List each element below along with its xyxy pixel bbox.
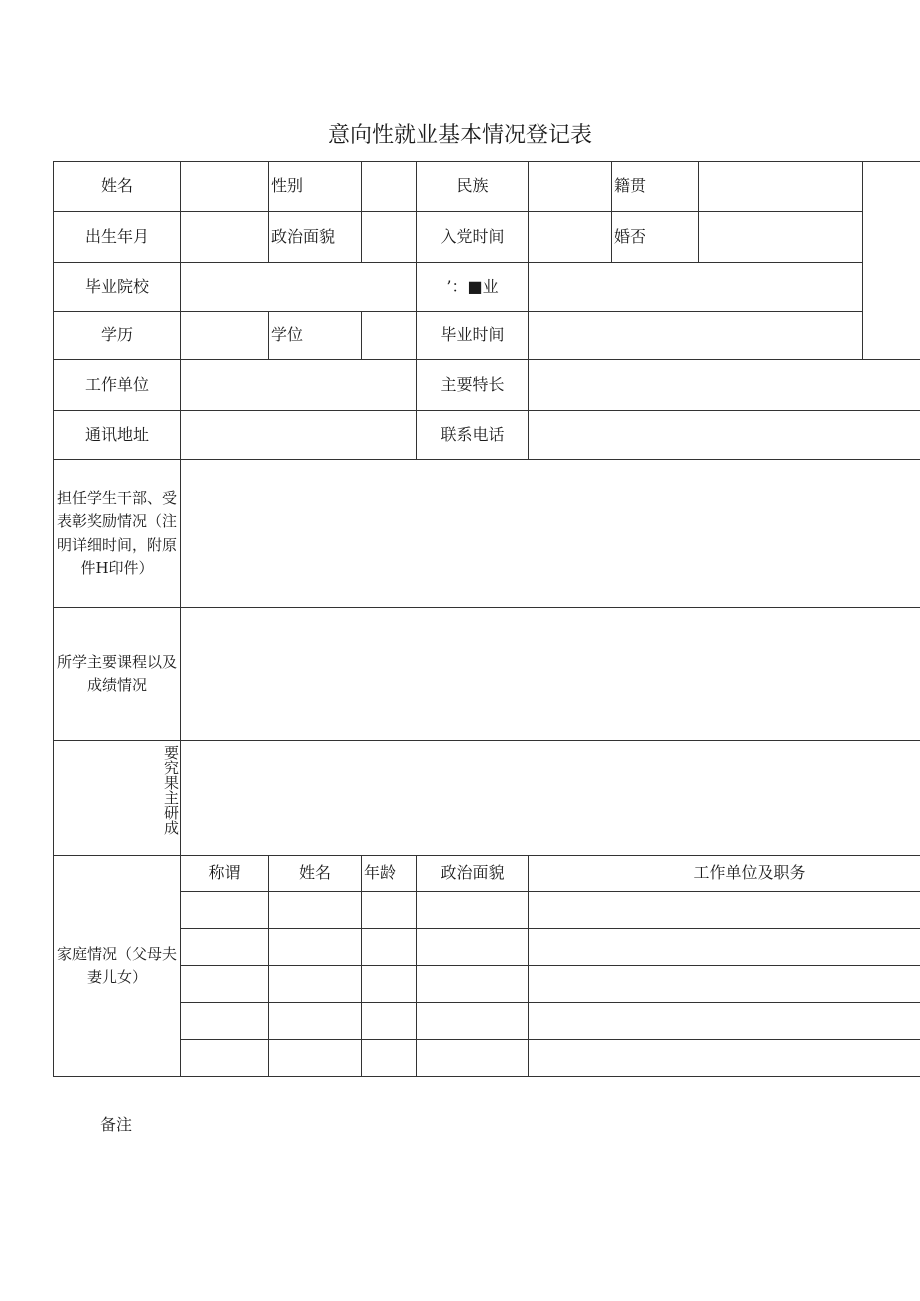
label-work-unit: 工作单位 — [54, 360, 181, 411]
family-cell-age[interactable] — [362, 966, 417, 1003]
input-birth[interactable] — [181, 212, 269, 263]
family-cell-work-position[interactable] — [529, 892, 920, 929]
input-address[interactable] — [181, 411, 417, 460]
label-party-join-time: 入党时间 — [417, 212, 529, 263]
row-courses — [54, 608, 920, 741]
input-school[interactable] — [181, 263, 417, 312]
family-cell-work-position[interactable] — [529, 966, 920, 1003]
family-cell-political-status[interactable] — [417, 892, 529, 929]
input-graduation-time[interactable] — [529, 312, 863, 360]
input-native-place[interactable] — [699, 162, 863, 212]
family-cell-work-position[interactable] — [529, 1040, 920, 1077]
table-row — [54, 966, 920, 1003]
label-birth: 出生年月 — [54, 212, 181, 263]
label-name: 姓名 — [54, 162, 181, 212]
label-education: 学历 — [54, 312, 181, 360]
input-specialty[interactable] — [529, 360, 920, 411]
family-cell-relation[interactable] — [181, 966, 269, 1003]
row-school — [54, 263, 920, 312]
row-cadre-awards — [54, 460, 920, 608]
label-degree: 学位 — [269, 312, 362, 360]
input-phone[interactable] — [529, 411, 920, 460]
input-work-unit[interactable] — [181, 360, 417, 411]
table-row — [54, 1040, 920, 1077]
photo-box[interactable] — [863, 162, 920, 360]
family-cell-age[interactable] — [362, 929, 417, 966]
input-major[interactable] — [529, 263, 863, 312]
row-address — [54, 411, 920, 460]
input-political-status[interactable] — [362, 212, 417, 263]
family-cell-age[interactable] — [362, 1040, 417, 1077]
row-basic-1 — [54, 162, 920, 212]
label-marital-status: 婚否 — [612, 212, 699, 263]
label-graduation-time: 毕业时间 — [417, 312, 529, 360]
label-specialty: 主要特长 — [417, 360, 529, 411]
label-family: 家庭情况（父母夫妻儿女） — [54, 856, 181, 1077]
label-gender: 性别 — [269, 162, 362, 212]
family-header-political-status: 政治面貌 — [417, 856, 529, 892]
family-header-relation: 称谓 — [181, 856, 269, 892]
table-row — [54, 892, 920, 929]
label-political-status: 政治面貌 — [269, 212, 362, 263]
family-cell-age[interactable] — [362, 892, 417, 929]
family-cell-name[interactable] — [269, 1003, 362, 1040]
page-title: 意向性就业基本情况登记表 — [327, 123, 592, 148]
table-row — [54, 1003, 920, 1040]
input-name[interactable] — [181, 162, 269, 212]
family-cell-name[interactable] — [269, 966, 362, 1003]
family-cell-work-position[interactable] — [529, 929, 920, 966]
family-header-age: 年龄 — [362, 856, 417, 892]
row-research — [54, 741, 920, 856]
input-gender[interactable] — [362, 162, 417, 212]
input-party-join-time[interactable] — [529, 212, 612, 263]
label-phone: 联系电话 — [417, 411, 529, 460]
family-header-name: 姓名 — [269, 856, 362, 892]
family-cell-political-status[interactable] — [417, 966, 529, 1003]
family-cell-relation[interactable] — [181, 892, 269, 929]
registration-form-table — [53, 161, 920, 1077]
family-cell-relation[interactable] — [181, 1003, 269, 1040]
input-degree[interactable] — [362, 312, 417, 360]
row-basic-2 — [54, 212, 920, 263]
family-cell-political-status[interactable] — [417, 1003, 529, 1040]
family-cell-name[interactable] — [269, 892, 362, 929]
family-cell-relation[interactable] — [181, 929, 269, 966]
family-header-work-position: 工作单位及职务 — [529, 856, 920, 892]
family-cell-political-status[interactable] — [417, 1040, 529, 1077]
table-row — [54, 929, 920, 966]
family-cell-age[interactable] — [362, 1003, 417, 1040]
label-ethnicity: 民族 — [417, 162, 529, 212]
family-cell-name[interactable] — [269, 1040, 362, 1077]
label-native-place: 籍贯 — [612, 162, 699, 212]
input-courses[interactable] — [181, 608, 920, 741]
family-header-row — [54, 856, 920, 892]
family-cell-work-position[interactable] — [529, 1003, 920, 1040]
label-cadre-awards: 担任学生干部、受表彰奖励情况（注明详细时间，附原件H印件） — [54, 460, 181, 608]
input-cadre-awards[interactable] — [181, 460, 920, 608]
family-cell-name[interactable] — [269, 929, 362, 966]
family-cell-political-status[interactable] — [417, 929, 529, 966]
label-school: 毕业院校 — [54, 263, 181, 312]
family-cell-relation[interactable] — [181, 1040, 269, 1077]
label-address: 通讯地址 — [54, 411, 181, 460]
input-education[interactable] — [181, 312, 269, 360]
row-education — [54, 312, 920, 360]
remark-label: 备注 — [100, 1115, 133, 1134]
label-research: 要究果主研成 — [54, 741, 181, 856]
input-ethnicity[interactable] — [529, 162, 612, 212]
input-marital-status[interactable] — [699, 212, 863, 263]
label-courses: 所学主要课程以及成绩情况 — [54, 608, 181, 741]
label-major: ’：■业 — [417, 263, 529, 312]
input-research[interactable] — [181, 741, 920, 856]
row-work-unit — [54, 360, 920, 411]
